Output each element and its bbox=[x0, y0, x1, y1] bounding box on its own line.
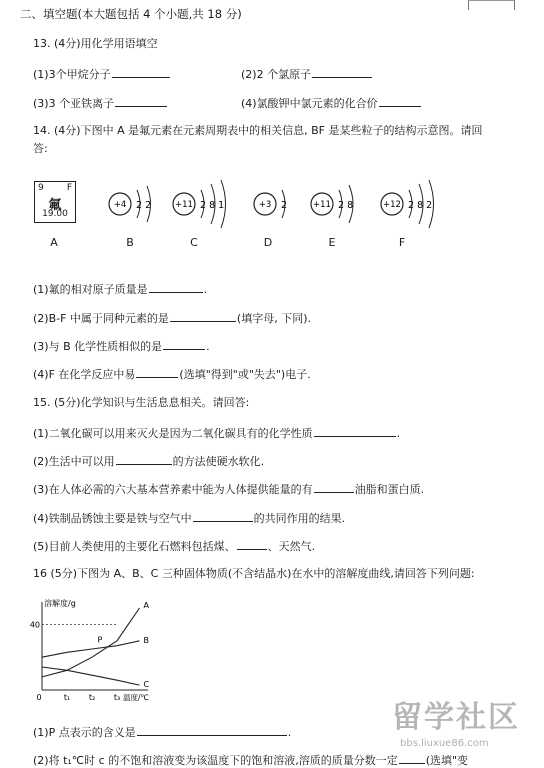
shell-electrons-e: 2 8 bbox=[338, 200, 354, 211]
y-tick-label: 40 bbox=[30, 620, 40, 630]
atomic-mass: 19.00 bbox=[42, 209, 68, 219]
answer-blank[interactable] bbox=[314, 481, 354, 493]
q14-stem-cont: 答: bbox=[33, 142, 48, 155]
q13-item-2: (2)2 个氯原子 bbox=[241, 66, 373, 82]
answer-blank[interactable] bbox=[116, 453, 172, 465]
answer-blank[interactable] bbox=[314, 425, 396, 437]
q15-sub-2: (2)生活中可以用 的方法使硬水软化. bbox=[33, 455, 265, 468]
nucleus-charge-d: +3 bbox=[258, 200, 272, 210]
q16-sub-1: (1)P 点表示的含义是 . bbox=[33, 726, 292, 739]
x-tick-label: t₂ bbox=[88, 693, 96, 702]
shell-electrons-c: 2 8 1 bbox=[200, 200, 225, 211]
q15-sub-1: (1)二氧化碳可以用来灭火是因为二氧化碳具有的化学性质 . bbox=[33, 427, 401, 440]
q15-sub-4: (4)铁制品锈蚀主要是铁与空气中 的共同作用的结果. bbox=[33, 512, 346, 525]
q13-item-3: (3)3 个亚铁离子 bbox=[33, 95, 168, 111]
atomic-number: 9 bbox=[38, 183, 44, 193]
x-tick-label: t₁ bbox=[63, 693, 71, 702]
watermark-logo-text: 留学社区 bbox=[392, 700, 520, 735]
nucleus-charge-c: +11 bbox=[175, 200, 193, 210]
answer-blank[interactable] bbox=[115, 95, 167, 107]
nucleus-charge-f: +12 bbox=[383, 200, 401, 210]
q13-stem: 13. (4分)用化学用语填空 bbox=[33, 37, 158, 50]
series-b-curve bbox=[42, 641, 140, 657]
series-a-curve bbox=[42, 608, 140, 677]
solubility-chart bbox=[30, 592, 170, 710]
element-symbol: F bbox=[66, 183, 72, 193]
watermark-url: bbs.liuxue86.com bbox=[400, 738, 489, 749]
x-axis-label: 温度/℃ bbox=[123, 693, 149, 702]
shell-electrons-b: 2 2 bbox=[136, 200, 152, 211]
answer-blank[interactable] bbox=[399, 752, 425, 764]
q13-item-4: (4)氯酸钾中氯元素的化合价 bbox=[241, 95, 422, 111]
answer-blank[interactable] bbox=[237, 538, 267, 550]
q14-sub-4: (4)F 在化学反应中易 (选填"得到"或"失去")电子. bbox=[33, 368, 311, 381]
label-f: F bbox=[398, 236, 406, 249]
label-b: B bbox=[126, 236, 134, 249]
answer-blank[interactable] bbox=[163, 338, 205, 350]
x-tick-label: 0 bbox=[36, 693, 42, 702]
label-d: D bbox=[263, 236, 273, 249]
x-tick-label: t₃ bbox=[113, 693, 121, 702]
answer-blank[interactable] bbox=[137, 724, 287, 736]
q14-sub-1: (1)氟的相对原子质量是 . bbox=[33, 283, 208, 296]
answer-blank[interactable] bbox=[379, 95, 421, 107]
particle-diagrams bbox=[0, 170, 544, 240]
label-a: A bbox=[50, 236, 58, 249]
q13-item-1: (1)3个甲烷分子 bbox=[33, 66, 171, 82]
nucleus-charge-b: +4 bbox=[113, 200, 127, 210]
answer-blank[interactable] bbox=[193, 510, 253, 522]
q15-sub-5: (5)目前人类使用的主要化石燃料包括煤、 、天然气. bbox=[33, 540, 316, 553]
series-c-curve bbox=[42, 667, 140, 685]
q16-sub-2: (2)将 t₁℃时 c 的不饱和溶液变为该温度下的饱和溶液,溶质的质量分数一定 (选填"变 bbox=[33, 754, 469, 767]
page-corner-mark bbox=[468, 0, 469, 10]
q14-stem: 14. (4分)下图中 A 是氟元素在元素周期表中的相关信息, BF 是某些粒子的结构示意图。请回 bbox=[33, 124, 483, 137]
nucleus-charge-e: +11 bbox=[313, 200, 331, 210]
series-b-label: B bbox=[143, 635, 149, 645]
q16-stem: 16 (5分)下图为 A、B、C 三种固体物质(不含结晶水)在水中的溶解度曲线,请回答下列问题: bbox=[33, 567, 475, 580]
answer-blank[interactable] bbox=[136, 366, 178, 378]
shell-electrons-d: 2 bbox=[281, 200, 288, 211]
page-corner-mark bbox=[514, 0, 515, 10]
y-axis-label: 溶解度/g bbox=[44, 599, 76, 608]
label-c: C bbox=[190, 236, 198, 249]
element-name: 氟 bbox=[48, 198, 62, 213]
answer-blank[interactable] bbox=[170, 310, 236, 322]
q14-sub-3: (3)与 B 化学性质相似的是 . bbox=[33, 340, 210, 353]
shell-electrons-f: 2 8 2 bbox=[408, 200, 433, 211]
section-title: 二、填空题(本大题包括 4 个小题,共 18 分) bbox=[20, 7, 242, 21]
point-p-label: P bbox=[97, 635, 103, 645]
q15-sub-3: (3)在人体必需的六大基本营养素中能为人体提供能量的有 油脂和蛋白质. bbox=[33, 483, 425, 496]
q15-stem: 15. (5分)化学知识与生活息息相关。请回答: bbox=[33, 396, 250, 409]
q14-sub-2: (2)B-F 中属于同种元素的是 (填字母, 下同). bbox=[33, 312, 311, 325]
series-a-label: A bbox=[143, 601, 149, 610]
answer-blank[interactable] bbox=[312, 66, 372, 78]
answer-blank[interactable] bbox=[112, 66, 170, 78]
label-e: E bbox=[328, 236, 336, 249]
series-c-label: C bbox=[143, 680, 150, 690]
answer-blank[interactable] bbox=[149, 281, 203, 293]
page-top-rule bbox=[468, 0, 514, 1]
